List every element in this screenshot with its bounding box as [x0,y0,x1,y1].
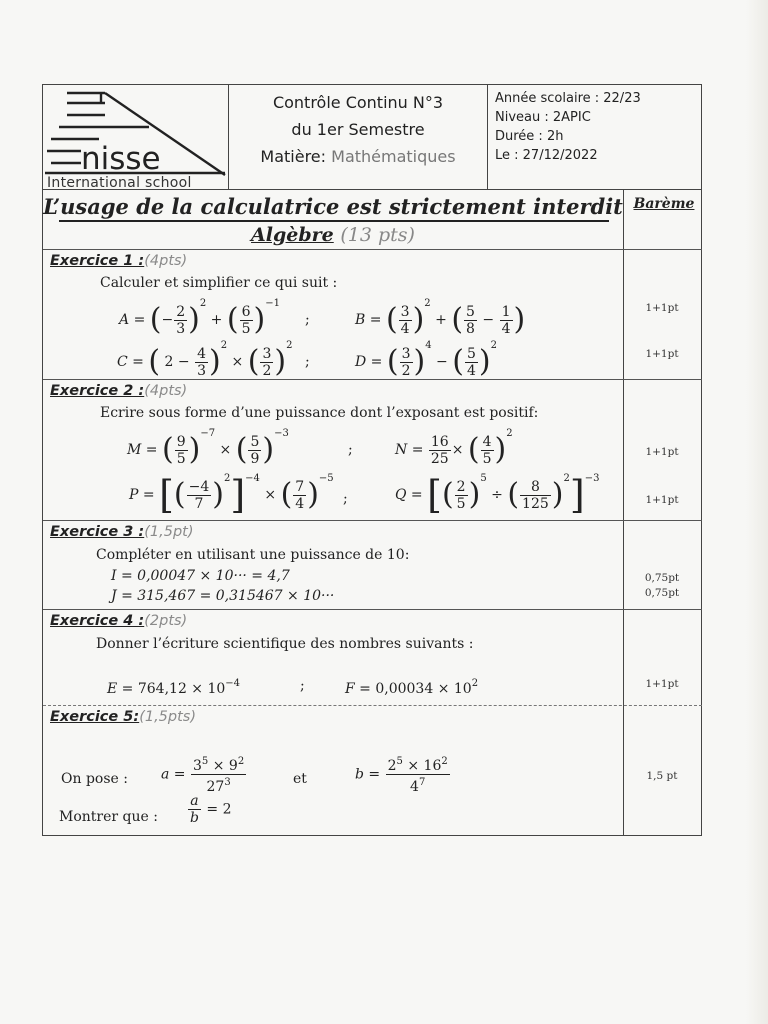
exercise-1-points: (4pts) [144,253,188,269]
score-1b: 1+1pt [645,348,679,360]
expression-b: B = ( $\frac{3}{4}$ )$^2$ + ( $\frac{5}{8}$ − $\frac{1}{4}$ ) [355,298,526,337]
calculator-warning: L’usage de la calculatrice est strictement interdit [43,194,623,219]
row-divider [43,520,702,521]
expression-p: P = [( $\frac{-4}{7}$ )$^2$]$^{-4}$ × ( $\frac{7}{4}$ )$^{-5}$ [129,473,334,517]
expression-a-small: a = $\frac{3^5 \times 9^2}{27^3}$ [161,756,245,795]
exam-date: Le : 27/12/2022 [495,148,598,163]
logo-wordmark: nisse [81,141,161,177]
bareme-column-divider [623,190,624,835]
exam-semester: du 1er Semestre [291,120,425,139]
expression-i: I = 0,00047 × 10··· = 4,7 [111,568,290,584]
score-2b: 1+1pt [645,494,679,506]
exercise-3-instruction: Compléter en utilisant une puissance de 10: [96,547,410,563]
separator: ; [305,354,310,370]
logo-subtitle: International school [47,175,192,191]
exercise-table [42,190,702,836]
exercise-1-instruction: Calculer et simplifier ce qui suit : [100,275,338,291]
exercise-4-title [50,613,187,629]
row-divider [43,249,702,250]
exam-info-block [495,89,700,165]
warning-underline [59,220,609,222]
subject-value: Mathématiques [331,147,456,166]
exam-duration: Durée : 2h [495,129,564,144]
subject-label: Matière: [260,147,327,166]
score-3a: 0,75pt [644,572,680,584]
score-5: 1,5 pt [646,770,678,782]
expression-j: J = 315,467 = 0,315467 × 10··· [111,588,335,604]
exercise-5-label: Exercice 5: [50,709,140,725]
exercise-4-instruction: Donner l’écriture scientifique des nombres suivants : [96,636,474,652]
score-4: 1+1pt [645,678,679,690]
scan-edge [746,0,768,1024]
row-divider [43,379,702,380]
exam-header [42,84,702,190]
separator: ; [305,312,310,328]
header-divider [487,85,488,190]
exercise-3-label: Exercice 3 : [50,524,145,540]
expression-d: D = ( $\frac{3}{2}$ )$^4$ − ( $\frac{5}{4}$ )$^2$ [355,340,497,379]
separator: ; [343,491,348,507]
exercise-4-label: Exercice 4 : [50,613,145,629]
exam-subject [229,143,487,170]
bareme-header: Barème [633,196,695,212]
score-1a: 1+1pt [645,302,679,314]
exercise-3-title [50,524,194,540]
on-pose-label: On pose : [61,771,128,787]
section-points: (13 pts) [340,224,415,246]
exercise-2-instruction: Ecrire sous forme d’une puissance dont l’exposant est positif: [100,405,539,421]
section-title [43,224,623,246]
expression-c: C = ( 2 − $\frac{4}{3}$ )$^2$ × ( $\frac{3}{2}$ )$^2$ [117,340,293,379]
et-label: et [293,771,307,787]
exercise-1-title [50,253,187,269]
exercise-2-points: (4pts) [144,383,188,399]
montrer-label: Montrer que : [59,809,158,825]
exercise-2-label: Exercice 2 : [50,383,145,399]
exercise-5-title [50,709,196,725]
expression-b-small: b = $\frac{2^5 \times 16^2}{4^7}$ [355,756,448,795]
score-2a: 1+1pt [645,446,679,458]
school-year: Année scolaire : 22/23 [495,91,641,106]
separator: ; [348,442,353,458]
expression-m: M = ( $\frac{9}{5}$ )$^{-7}$ × ( $\frac{5}{9}$ )$^{-3}$ [127,428,289,467]
expression-e: $E = 764,12 \times 10^{-4}$ [107,678,241,697]
exam-title: Contrôle Continu N°3 [272,93,444,112]
exercise-5-points: (1,5pts) [139,709,197,725]
exam-title-block [229,89,487,170]
exercise-2-title [50,383,187,399]
expression-ratio: $\frac{a}{b}$ = 2 [190,793,232,826]
expression-f: $F = 0,00034 \times 10^2$ [345,678,479,697]
exercise-1-label: Exercice 1 : [50,253,145,269]
expression-n: N = $\frac{16}{25}$ × ( $\frac{4}{5}$ )$^2$ [395,428,513,467]
grade-level: Niveau : 2APIC [495,110,591,125]
separator: ; [300,678,305,694]
expression-a: A = (− $\frac{2}{3}$ )$^2$ + ( $\frac{6}{5}$ )$^{-1}$ [119,298,280,337]
section-name: Algèbre [251,224,334,246]
school-logo [45,87,227,189]
expression-q: Q = [( $\frac{2}{5}$ )$^5$ ÷ ( $\frac{8}{125}$ )$^2$]$^{-3}$ [395,473,600,517]
row-divider [43,609,702,610]
row-divider [43,705,702,706]
score-3b: 0,75pt [644,587,680,599]
exercise-4-points: (2pts) [144,613,188,629]
exercise-3-points: (1,5pt) [144,524,194,540]
